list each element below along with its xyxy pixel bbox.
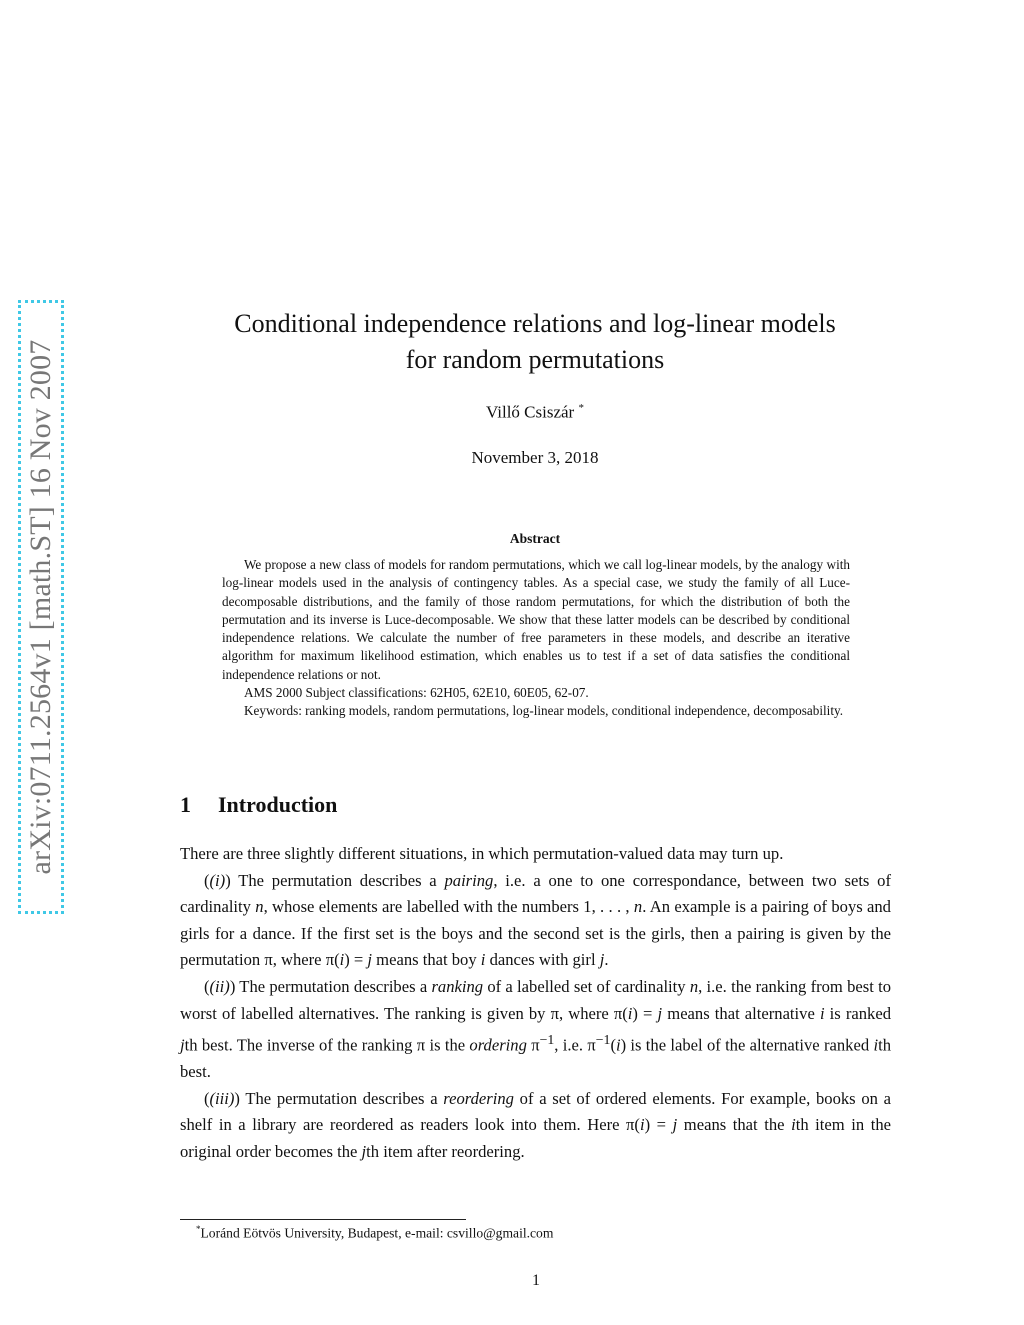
footnote (196, 1224, 553, 1242)
page-number: 1 (532, 1272, 540, 1289)
author (150, 402, 920, 423)
abstract-heading: Abstract (509, 531, 561, 546)
section-title: Introduction (218, 792, 338, 817)
paper-title (150, 306, 920, 378)
keywords: Keywords: ranking models, random permutations, log-linear models, conditional independence, decomposability. (244, 703, 844, 719)
case-label-ii: ((ii)) (204, 976, 236, 996)
footnote-text: Loránd Eötvös University, Budapest, e-mail: csvillo@gmail.com (200, 1225, 554, 1241)
footnote-mark: * (196, 1224, 201, 1234)
author-footnote-mark: * (578, 402, 584, 414)
intro-paragraph-1: There are three slightly different situations, in which permutation-valued data may turn up. (180, 844, 784, 863)
section-number: 1 (180, 792, 191, 817)
intro-paragraph-pairing: ((i)) The permutation describes a pairing, i.e. a one to one correspondance, between two sets of cardinality n, whose elements are labelled with the numbers 1, . . . , n. An example is a pairing of boys and girls for a dance. If the first set is the boys and the second set is the girls, then a pairing is given by the permutation π, where π(i) = j means that boy i dances with girl j. (180, 870, 891, 970)
abstract (222, 556, 850, 721)
title-line-1: Conditional independence relations and log-linear models (234, 309, 836, 338)
author-name: Villő Csiszár (486, 402, 575, 422)
title-line-2: for random permutations (405, 345, 665, 374)
case-label-iii: ((iii)) (204, 1088, 240, 1108)
footnote-rule (180, 1219, 466, 1220)
arxiv-stamp (18, 300, 64, 914)
intro-paragraph-reordering: ((iii)) The permutation describes a reordering of a set of ordered elements. For example, books on a shelf in a library are reordered as readers look into them. Here π(i) = j means that the ith item in the original order becomes the jth item after reordering. (180, 1088, 891, 1162)
abstract-body: We propose a new class of models for random permutations, which we call log-linear models, by the analogy with log-linear models used in the analysis of contingency tables. As a special case, we study the family of all Luce-decomposable distributions, and the family of those random permutations, for which the distribution of both the permutation and its inverse is Luce-decomposable. We show that these latter models can be described by conditional independence relations. We calculate the number of free parameters in these models, and describe an iterative algorithm for maximum likelihood estimation, which enables us to test if a set of data satisfies the conditional independence relations or not. (222, 557, 850, 682)
intro-paragraph-ranking: ((ii)) The permutation describes a ranking of a labelled set of cardinality n, i.e. the ranking from best to worst of labelled alternatives. The ranking is given by π, where π(i) = j means that alternative i is ranked jth best. The inverse of the ranking π is the ordering $\pi^{-1}$, i.e. $\pi^{-1}(i)$ is the label of the alternative ranked ith best. (180, 976, 892, 1082)
section-heading (180, 792, 337, 818)
case-label-i: ((i)) (204, 870, 231, 890)
date: November 3, 2018 (471, 448, 599, 467)
introduction-body (180, 841, 891, 1166)
arxiv-stamp-text: arXiv:0711.2564v1 [math.ST] 16 Nov 2007 (24, 339, 57, 875)
ams-classification: AMS 2000 Subject classifications: 62H05, 62E10, 60E05, 62-07. (244, 685, 589, 701)
